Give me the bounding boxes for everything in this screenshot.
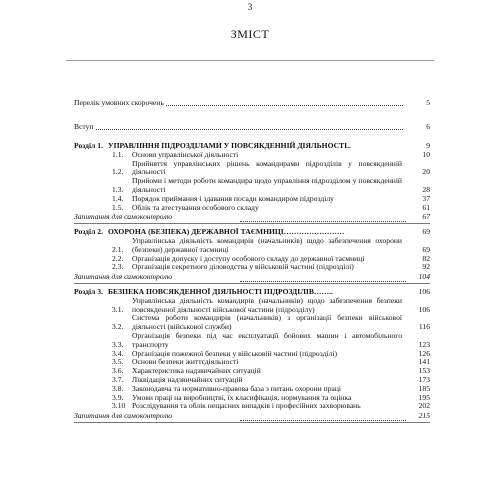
self-check-page: 215 bbox=[418, 411, 430, 421]
subsection-title: Прийняття управлінських рішень командирами підрозділів у повсякденній діяльності bbox=[132, 158, 402, 177]
table-of-contents bbox=[74, 138, 430, 423]
subsection-number: 3.3. bbox=[112, 339, 124, 349]
section-label: Розділ 3. bbox=[74, 286, 103, 296]
subsection-page: 106 bbox=[418, 304, 430, 314]
subsection-page: 82 bbox=[422, 253, 430, 263]
toc-subsection-entry[interactable] bbox=[112, 177, 430, 195]
self-check-title: Запитання для самоконтролю bbox=[74, 212, 173, 222]
subsection-page: 28 bbox=[422, 184, 430, 194]
subsection-number: 1.3. bbox=[112, 184, 124, 194]
subsection-page: 202 bbox=[418, 401, 430, 411]
subsection-number: 3.6. bbox=[112, 366, 124, 376]
toc-entry-title: Вступ bbox=[74, 122, 94, 131]
title-divider bbox=[66, 60, 434, 61]
subsection-number: 3.8. bbox=[112, 383, 124, 393]
self-check-questions-entry[interactable] bbox=[74, 412, 430, 423]
subsection-number: 3.9. bbox=[112, 392, 124, 402]
subsection-page: 123 bbox=[418, 339, 430, 349]
subsection-page: 116 bbox=[418, 322, 430, 332]
subsection-page: 195 bbox=[418, 392, 430, 402]
subsection-title: Управлінська діяльність командирів (начальників) щодо забезпечення охорони (безпеки) державної таємниці bbox=[132, 235, 402, 254]
subsection-title: Організація безпеки під час експлуатації бойових машин і автомобільного транспорту bbox=[132, 330, 402, 349]
toc-section-1[interactable] bbox=[74, 142, 430, 151]
section-page: 106 bbox=[418, 286, 430, 296]
subsection-number: 3.10 bbox=[112, 401, 126, 411]
subsection-title: Організація пожежної безпеки у військовій частині (підрозділі) bbox=[132, 348, 337, 358]
subsection-page: 141 bbox=[418, 357, 430, 367]
subsection-page: 37 bbox=[422, 193, 430, 203]
toc-subsection-entry[interactable] bbox=[112, 332, 430, 350]
dot-leader bbox=[240, 221, 406, 222]
subsection-page: 153 bbox=[418, 366, 430, 376]
subsection-number: 3.4. bbox=[112, 348, 124, 358]
toc-entry-abbreviations[interactable] bbox=[74, 97, 430, 109]
subsection-title: Умови праці на виробництві, їх класифікація, нормування та оцінка bbox=[132, 392, 352, 402]
subsection-number: 3.2. bbox=[112, 322, 124, 332]
subsection-page: 92 bbox=[422, 262, 430, 272]
subsection-title: Прийоми і методи роботи командира щодо управління підрозділом у повсякденній діяльності bbox=[132, 176, 402, 194]
toc-subsection-entry[interactable] bbox=[112, 297, 430, 315]
subsection-title: Організація допуску і доступу особового складу до державної таємниці bbox=[132, 253, 365, 263]
section-label: Розділ 2. bbox=[74, 227, 103, 237]
self-check-page: 67 bbox=[422, 212, 430, 222]
self-check-title: Запитання для самоконтролю bbox=[74, 411, 173, 421]
toc-subsection-entry[interactable] bbox=[112, 160, 430, 178]
page-title: ЗМІСТ bbox=[230, 27, 270, 41]
subsection-title: Порядок приймання і здавання посади командиром підрозділу bbox=[132, 193, 334, 203]
dot-leader bbox=[166, 97, 403, 106]
toc-entry-page: 6 bbox=[426, 122, 430, 131]
subsection-title: Організація секретного діловодства у військовій частині (підрозділі) bbox=[132, 262, 354, 272]
subsection-page: 69 bbox=[422, 244, 430, 254]
section-page: 9 bbox=[426, 141, 430, 150]
subsection-number: 2.2. bbox=[112, 253, 124, 263]
subsection-page: 10 bbox=[422, 149, 430, 159]
subsection-page: 20 bbox=[422, 167, 430, 177]
subsection-number: 1.4. bbox=[112, 193, 124, 203]
toc-entry-title: Перелік умовних скорочень bbox=[74, 98, 164, 107]
subsection-number: 3.7. bbox=[112, 374, 124, 384]
toc-subsection-entry[interactable] bbox=[112, 237, 430, 255]
toc-entry-page: 5 bbox=[426, 98, 430, 107]
subsection-number: 2.3. bbox=[112, 262, 124, 272]
dot-leader bbox=[96, 121, 403, 130]
self-check-title: Запитання для самоконтролю bbox=[74, 272, 173, 282]
page-number: 3 bbox=[247, 2, 253, 12]
subsection-number: 3.1. bbox=[112, 304, 124, 314]
subsection-number: 3.5. bbox=[112, 357, 124, 367]
section-title: ОХОРОНА (БЕЗПЕКА) ДЕРЖАВНОЇ ТАЄМНИЦІ…………………… bbox=[108, 227, 345, 237]
toc-subsection-entry[interactable] bbox=[112, 263, 430, 272]
subsection-number: 1.1. bbox=[112, 149, 124, 159]
toc-subsection-entry[interactable] bbox=[112, 204, 430, 213]
toc-subsection-entry[interactable] bbox=[112, 314, 430, 332]
subsection-number: 1.5. bbox=[112, 202, 124, 212]
subsection-number: 1.2. bbox=[112, 167, 124, 177]
subsection-title: Розслідування та облік нещасних випадків і професійних захворювань bbox=[132, 401, 361, 411]
self-check-questions-entry[interactable] bbox=[74, 273, 430, 284]
subsection-title: Основи безпеки життєдіяльності bbox=[132, 357, 239, 367]
subsection-page: 61 bbox=[422, 202, 430, 212]
self-check-questions-entry[interactable] bbox=[74, 213, 430, 224]
subsection-page: 173 bbox=[418, 374, 430, 384]
subsection-page: 185 bbox=[418, 383, 430, 393]
section-title: БЕЗПЕКА ПОВСЯКДЕННОЇ ДІЯЛЬНОСТІ ПІДРОЗДІЛІВ…….. bbox=[108, 286, 333, 296]
subsection-number: 2.1. bbox=[112, 244, 124, 254]
toc-entry-introduction[interactable] bbox=[74, 121, 430, 133]
toc-subsection-entry[interactable] bbox=[112, 402, 430, 411]
subsection-title: Основи управлінської діяльності bbox=[132, 149, 239, 159]
subsection-page: 126 bbox=[418, 348, 430, 358]
dot-leader bbox=[240, 420, 406, 421]
section-label: Розділ 1. bbox=[74, 141, 103, 150]
section-page: 69 bbox=[422, 227, 430, 237]
dot-leader bbox=[240, 281, 406, 282]
subsection-title: Управлінська діяльність командирів (начальників) щодо забезпечення безпеки повсякденної діяльності військової частини (підрозділу) bbox=[132, 295, 402, 314]
subsection-title: Облік та атестування особового складу bbox=[132, 202, 259, 212]
subsection-title: Система роботи командирів (начальників) з організації безпеки військової діяльності (військової служби) bbox=[132, 313, 402, 332]
self-check-page: 104 bbox=[418, 272, 430, 282]
subsection-title: Законодавча та нормативно-правова база з питань охорони праці bbox=[132, 383, 342, 393]
section-title: УПРАВЛІННЯ ПІДРОЗДІЛАМИ У ПОВСЯКДЕННІЙ ДІЯЛЬНОСТІ.. bbox=[108, 141, 351, 150]
subsection-title: Характеристика надзвичайних ситуацій bbox=[132, 366, 261, 376]
subsection-title: Ліквідація надзвичайних ситуацій bbox=[132, 374, 243, 384]
